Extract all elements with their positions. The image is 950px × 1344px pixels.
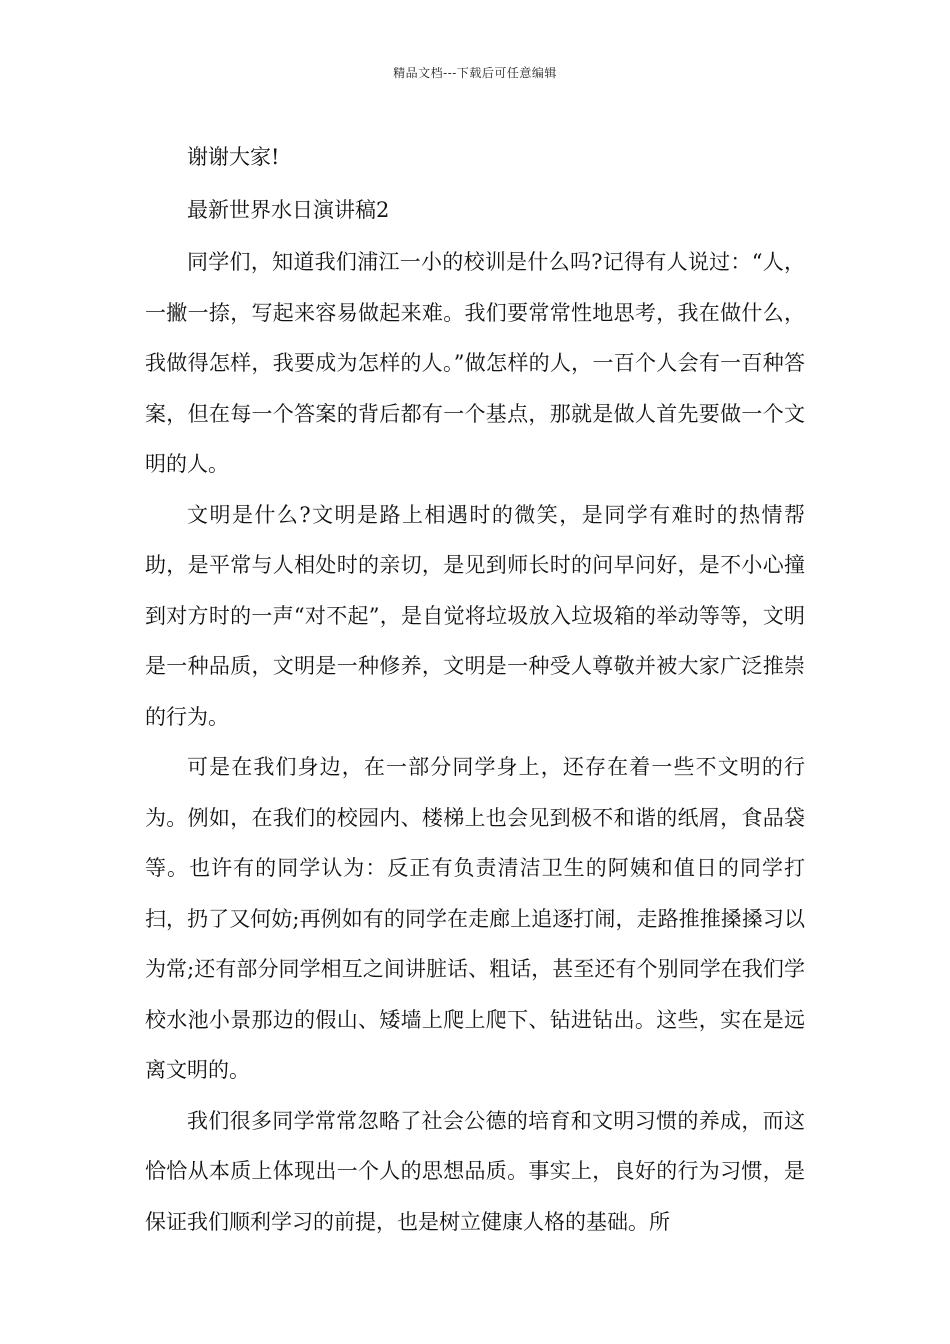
paragraph-1: 同学们，知道我们浦江一小的校训是什么吗?记得有人说过：“人，一撇一捺，写起来容易做起来难。我们要常常性地思考，我在做什么，我做得怎样，我要成为怎样的人。”做怎样的人，一百个人会有一百种答案，但在每一个答案的背后都有一个基点，那就是做人首先要做一个文明的人。 [145,250,805,476]
document-body [145,132,805,1247]
paragraph-3: 可是在我们身边，在一部分同学身上，还存在着一些不文明的行为。例如，在我们的校园内、楼梯上也会见到极不和谐的纸屑，食品袋等。也许有的同学认为：反正有负责清洁卫生的阿姨和值日的同学打扫，扔了又何妨;再例如有的同学在走廊上追逐打闹，走路推推搡搡习以为常;还有部分同学相互之间讲脏话、粗话，甚至还有个别同学在我们学校水池小景那边的假山、矮墙上爬上爬下、钻进钻出。这些，实在是远离文明的。 [145,755,805,1082]
section-title: 最新世界水日演讲稿2 [187,197,390,222]
closing-line: 谢谢大家! [187,145,280,169]
page-header: 精品文档---下载后可任意编辑 [393,66,557,80]
paragraph-4: 我们很多同学常常忽略了社会公德的培育和文明习惯的养成，而这恰恰从本质上体现出一个人的思想品质。事实上，良好的行为习惯，是保证我们顺利学习的前提，也是树立健康人格的基础。所 [145,1108,805,1234]
paragraph-2: 文明是什么?文明是路上相遇时的微笑，是同学有难时的热情帮助，是平常与人相处时的亲切，是见到师长时的问早问好，是不小心撞到对方时的一声“对不起”，是自觉将垃圾放入垃圾箱的举动等等，文明是一种品质，文明是一种修养，文明是一种受人尊敬并被大家广泛推崇的行为。 [145,502,805,729]
